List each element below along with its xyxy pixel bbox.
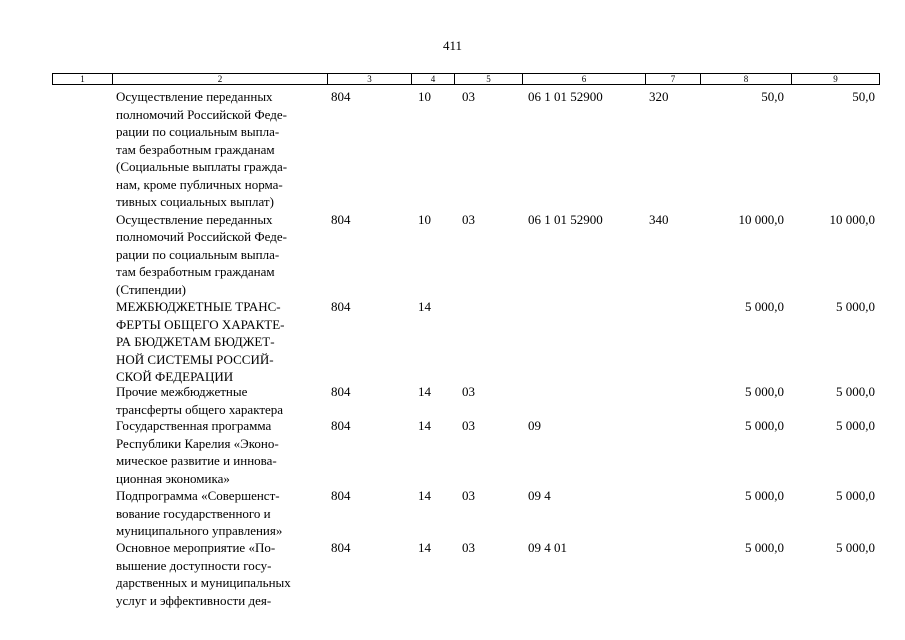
name-line: вование государственного и [116, 505, 271, 521]
cell-amount-1: 5 000,0 [745, 540, 784, 555]
row-name [116, 539, 326, 609]
row-name [116, 487, 326, 540]
cell-admin-code: 804 [331, 89, 351, 104]
header-col-4: 4 [411, 74, 454, 84]
name-line: НОЙ СИСТЕМЫ РОССИЙ- [116, 351, 274, 367]
name-line: Государственная программа [116, 418, 272, 433]
header-col-1: 1 [80, 74, 85, 84]
cell-subsection: 03 [462, 418, 475, 433]
cell-admin-code: 804 [331, 211, 351, 227]
cell-target-article: 09 [528, 418, 541, 433]
name-line: рации по социальным выпла- [116, 246, 280, 262]
name-line: Осуществление переданных [116, 89, 273, 104]
name-line: полномочий Российской Феде- [116, 106, 287, 122]
name-line: услуг и эффективности дея- [116, 592, 272, 608]
name-line: (Социальные выплаты гражда- [116, 159, 288, 174]
name-line: ционная экономика» [116, 470, 230, 486]
header-col-3: 3 [327, 74, 411, 84]
name-line: муниципального управления» [116, 523, 283, 538]
cell-amount-2: 5 000,0 [836, 384, 875, 399]
cell-subsection: 03 [462, 384, 475, 399]
page-number: 411 [442, 38, 463, 53]
name-line: РА БЮДЖЕТАМ БЮДЖЕТ- [116, 334, 275, 349]
cell-amount-1: 5 000,0 [745, 384, 784, 399]
header-col-5: 5 [454, 74, 522, 84]
cell-section: 14 [418, 384, 431, 399]
name-line: Основное мероприятие «По- [116, 540, 276, 555]
cell-admin-code: 804 [331, 540, 351, 555]
name-line: ФЕРТЫ ОБЩЕГО ХАРАКТЕ- [116, 316, 285, 332]
cell-amount-1: 10 000,0 [738, 211, 784, 227]
cell-amount-2: 5 000,0 [836, 540, 875, 555]
cell-amount-1: 50,0 [761, 89, 784, 104]
cell-subsection: 03 [462, 488, 475, 503]
name-line: МЕЖБЮДЖЕТНЫЕ ТРАНС- [116, 299, 281, 314]
cell-admin-code: 804 [331, 418, 351, 433]
name-line: Осуществление переданных [116, 211, 273, 227]
cell-amount-1: 5 000,0 [745, 488, 784, 503]
cell-amount-1: 5 000,0 [745, 418, 784, 433]
cell-amount-2: 5 000,0 [836, 488, 875, 503]
name-line: мическое развитие и иннова- [116, 453, 277, 468]
name-line: Подпрограмма «Совершенст- [116, 488, 280, 503]
name-line: Прочие межбюджетные [116, 384, 248, 399]
cell-target-article: 09 4 [528, 488, 551, 503]
name-line: СКОЙ ФЕДЕРАЦИИ [116, 369, 234, 384]
cell-subsection: 03 [462, 540, 475, 555]
cell-target-article: 09 4 01 [528, 540, 567, 555]
name-line: нам, кроме публичных норма- [116, 176, 283, 192]
name-line: там безработным гражданам [116, 264, 275, 279]
cell-amount-1: 5 000,0 [745, 299, 784, 314]
cell-section: 14 [418, 540, 431, 555]
row-name [116, 383, 326, 418]
header-col-2: 2 [112, 74, 327, 84]
row-name [116, 88, 326, 211]
name-line: Республики Карелия «Эконо- [116, 435, 279, 451]
name-line: рации по социальным выпла- [116, 124, 280, 139]
name-line: (Стипендии) [116, 281, 187, 297]
row-name [116, 298, 326, 386]
header-col-6: 6 [522, 74, 645, 84]
name-line: тивных социальных выплат) [116, 194, 274, 209]
cell-amount-2: 10 000,0 [829, 211, 875, 227]
row-name [116, 417, 326, 487]
cell-admin-code: 804 [331, 299, 351, 314]
cell-section: 10 [418, 211, 431, 227]
header-col-7: 7 [645, 74, 700, 84]
cell-section: 14 [418, 299, 431, 314]
header-col-9: 9 [791, 74, 879, 84]
cell-section: 14 [418, 418, 431, 433]
name-line: полномочий Российской Феде- [116, 229, 287, 244]
name-line: вышение доступности госу- [116, 557, 272, 573]
cell-section: 14 [418, 488, 431, 503]
cell-admin-code: 804 [331, 384, 351, 399]
row-name [116, 211, 326, 299]
name-line: дарственных и муниципальных [116, 575, 291, 590]
cell-amount-2: 5 000,0 [836, 299, 875, 314]
cell-admin-code: 804 [331, 488, 351, 503]
cell-section: 10 [418, 89, 431, 104]
cell-subsection: 03 [462, 211, 475, 227]
cell-amount-2: 50,0 [852, 89, 875, 104]
name-line: трансферты общего характера [116, 401, 284, 417]
cell-amount-2: 5 000,0 [836, 418, 875, 433]
cell-target-article: 06 1 01 52900 [528, 211, 603, 227]
header-col-8: 8 [700, 74, 791, 84]
cell-expense-type: 340 [649, 211, 669, 227]
name-line: там безработным гражданам [116, 141, 275, 157]
cell-subsection: 03 [462, 89, 475, 104]
cell-expense-type: 320 [649, 89, 669, 104]
cell-target-article: 06 1 01 52900 [528, 89, 603, 104]
